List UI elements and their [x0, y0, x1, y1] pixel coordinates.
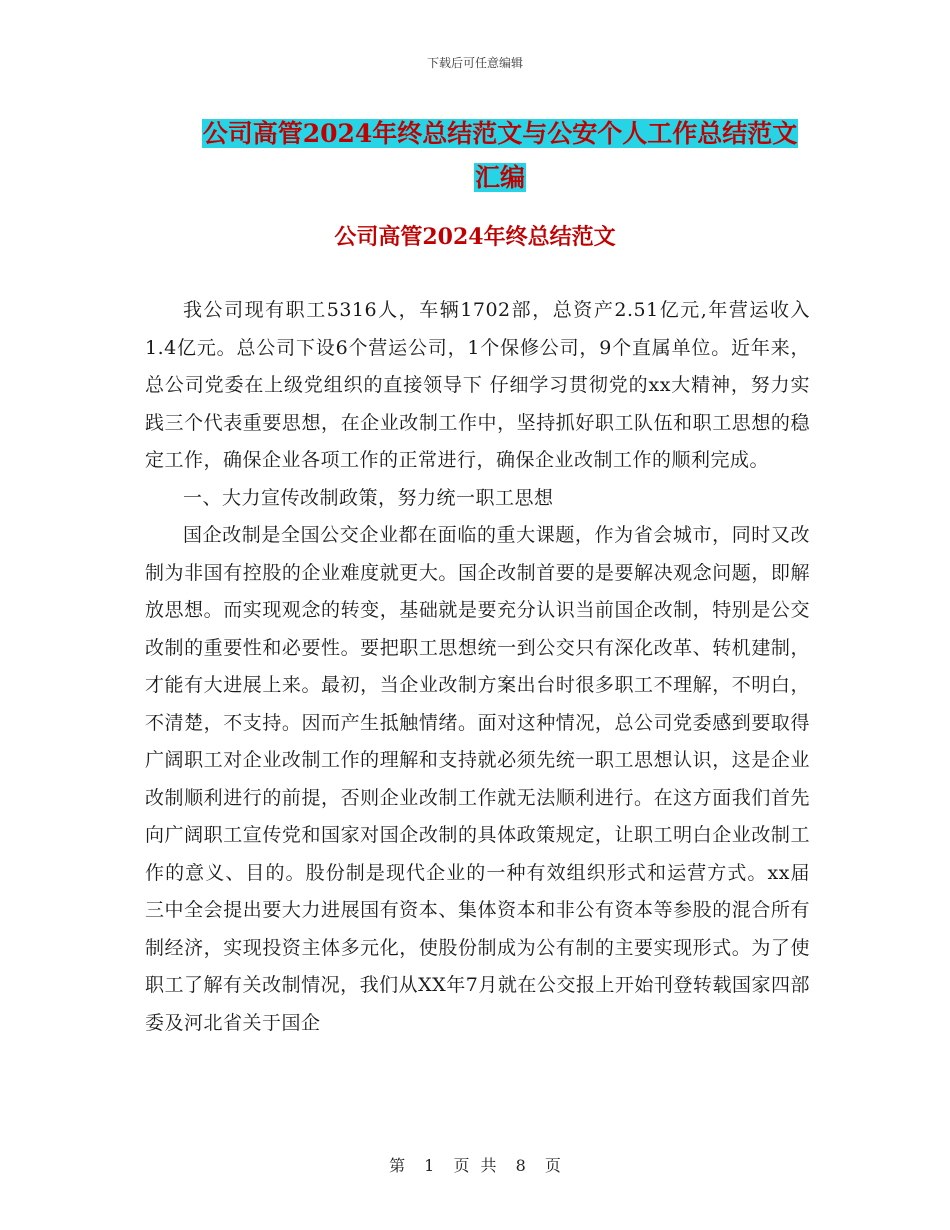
paragraph-heading-1: 一、大力宣传改制政策，努力统一职工思想	[183, 486, 554, 509]
footer-prefix: 第	[389, 1156, 406, 1175]
title-line-2: 汇编	[474, 163, 525, 192]
title-line-1: 公司高管2024年终总结范文与公安个人工作总结范文	[202, 119, 798, 148]
footer-mid: 页 共	[453, 1156, 497, 1175]
page-footer	[0, 1153, 950, 1176]
footer-total-pages: 8	[515, 1156, 526, 1175]
header-note: 下载后可任意编辑	[426, 56, 523, 70]
section-title: 公司高管2024年终总结范文	[334, 224, 616, 250]
footer-page-number: 1	[424, 1156, 435, 1175]
body-text	[145, 292, 810, 1042]
paragraph-intro: 我公司现有职工5316人，车辆1702部，总资产2.51亿元,年营运收入1.4亿元。总公司下设6个营运公司，1个保修公司，9个直属单位。近年来，总公司党委在上级党组织的直接领导下 仔细学习贯彻党的xx大精神，努力实践三个代表重要思想，在企业改制工作中，坚持抓好职工队伍和职工思想的稳定工作，确保企业各项工作的正常进行，确保企业改制工作的顺利完成。	[145, 299, 810, 471]
document-title	[140, 112, 860, 200]
footer-suffix: 页	[544, 1156, 561, 1175]
paragraph-body-1: 国企改制是全国公交企业都在面临的重大课题，作为省会城市，同时又改制为非国有控股的企业难度就更大。国企改制首要的是要解决观念问题，即解放思想。而实现观念的转变，基础就是要充分认识当前国企改制，特别是公交改制的重要性和必要性。要把职工思想统一到公交只有深化改革、转机建制，才能有大进展上来。最初，当企业改制方案出台时很多职工不理解，不明白，不清楚，不支持。因而产生抵触情绪。面对这种情况，总公司党委感到要取得广阔职工对企业改制工作的理解和支持就必须先统一职工思想认识，这是企业改制顺利进行的前提，否则企业改制工作就无法顺利进行。在这方面我们首先向广阔职工宣传党和国家对国企改制的具体政策规定，让职工明白企业改制工作的意义、目的。股份制是现代企业的一种有效组织形式和运营方式。xx届三中全会提出要大力进展国有资本、集体资本和非公有资本等参股的混合所有制经济，实现投资主体多元化，使股份制成为公有制的主要实现形式。为了使职工了解有关改制情况，我们从XX年7月就在公交报上开始刊登转载国家四部委及河北省关于国企	[145, 524, 810, 1034]
